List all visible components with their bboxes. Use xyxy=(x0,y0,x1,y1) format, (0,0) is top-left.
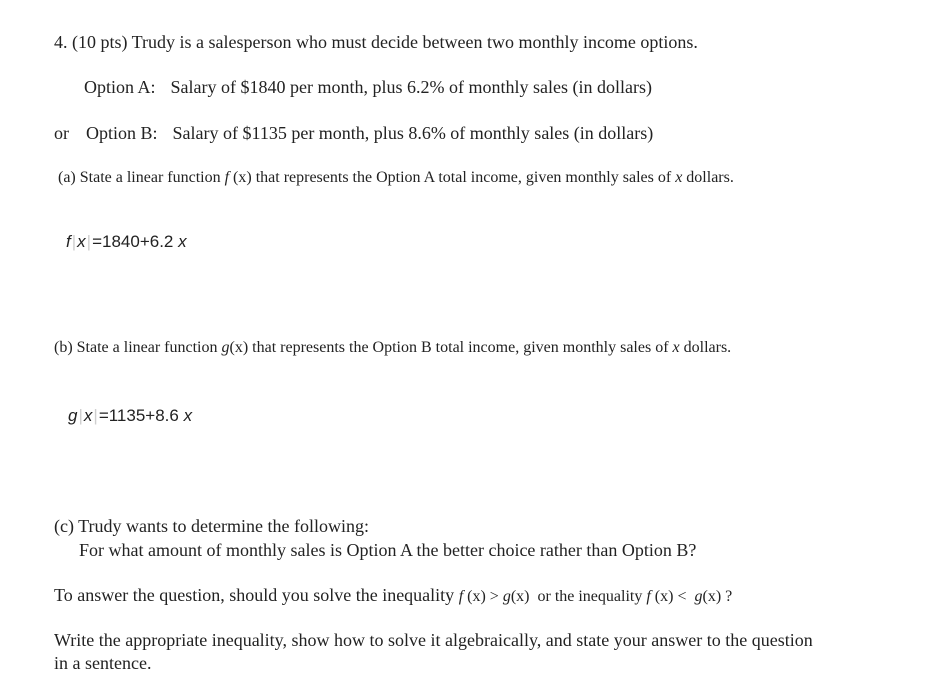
part-c-question-start: To answer the question, should you solve the inequality xyxy=(54,585,459,605)
inequality-2 xyxy=(646,588,732,605)
part-c-question-middle: or the inequality xyxy=(529,588,647,605)
ineq2-f: f xyxy=(646,588,651,605)
part-b-prompt-middle: that represents the Option B total income, given monthly sales of xyxy=(248,339,673,356)
question-header xyxy=(54,31,698,53)
part-b-func-arg: (x) xyxy=(229,339,249,356)
ineq1-g: g xyxy=(502,588,511,605)
part-a-func: f xyxy=(224,169,230,186)
ineq2-end: (x) ? xyxy=(702,588,733,605)
part-c-line2-text: For what amount of monthly sales is Option A the better choice rather than Option B? xyxy=(79,540,697,560)
right-bracket-icon: | xyxy=(86,232,92,251)
ineq1-end: (x) xyxy=(510,588,530,605)
part-a-answer-rhs: =1840+6.2 xyxy=(92,232,174,251)
part-a-prompt-middle: that represents the Option A total income, given monthly sales of xyxy=(251,169,676,186)
part-a-prompt-start: (a) State a linear function xyxy=(58,169,225,186)
part-b-answer-var: x xyxy=(83,406,93,425)
part-c-instruction-line2 xyxy=(54,652,151,674)
part-c-question xyxy=(54,584,732,608)
ineq2-rest: (x) < xyxy=(650,588,695,605)
part-a-answer-var: x xyxy=(77,232,86,251)
part-b-answer-rhs-var: x xyxy=(183,406,193,425)
part-c-instruction-line1 xyxy=(54,629,813,651)
ineq1-rest: (x) > xyxy=(463,588,503,605)
part-c-instruction-text-2: in a sentence. xyxy=(54,653,152,673)
part-b-prompt-start: (b) State a linear function xyxy=(54,339,222,356)
option-b-prefix: or xyxy=(54,123,69,143)
part-b-prompt-end: dollars. xyxy=(679,339,732,356)
left-bracket-icon: | xyxy=(71,232,77,251)
part-b-answer-rhs: =1135+8.6 xyxy=(98,406,179,425)
part-a-func-arg: (x) xyxy=(229,169,252,186)
option-b xyxy=(54,122,653,144)
option-b-label: Option B: xyxy=(86,123,158,143)
part-b-answer-fn: g xyxy=(68,406,78,425)
right-bracket-icon: | xyxy=(93,406,98,425)
inequality-1 xyxy=(459,588,530,605)
part-a-answer-fn: f xyxy=(66,232,71,251)
part-b-answer xyxy=(68,405,192,427)
part-c-line1 xyxy=(54,515,369,537)
part-a-answer xyxy=(66,231,187,253)
ineq2-g: g xyxy=(694,588,703,605)
part-a-answer-rhs-var: x xyxy=(178,232,187,251)
option-a-label: Option A: xyxy=(84,77,156,97)
part-c-line2 xyxy=(79,539,696,561)
part-c-instruction-text-1: Write the appropriate inequality, show how to solve it algebraically, and state your answer to the question xyxy=(54,630,813,650)
part-a-prompt-end: dollars. xyxy=(682,169,734,186)
part-a-var: x xyxy=(675,169,683,186)
ineq1-f: f xyxy=(458,588,464,605)
part-a-prompt xyxy=(58,168,734,188)
question-header-text: 4. (10 pts) Trudy is a salesperson who must decide between two monthly income options. xyxy=(54,32,698,52)
option-a xyxy=(84,76,652,98)
option-b-text: Salary of $1135 per month, plus 8.6% of monthly sales (in dollars) xyxy=(172,123,654,143)
option-a-text: Salary of $1840 per month, plus 6.2% of monthly sales (in dollars) xyxy=(170,77,652,97)
part-b-func: g xyxy=(221,339,230,356)
part-c-line1-text: (c) Trudy wants to determine the following: xyxy=(54,516,369,536)
left-bracket-icon: | xyxy=(78,406,83,425)
part-b-var: x xyxy=(672,339,680,356)
part-b-prompt xyxy=(54,338,731,358)
